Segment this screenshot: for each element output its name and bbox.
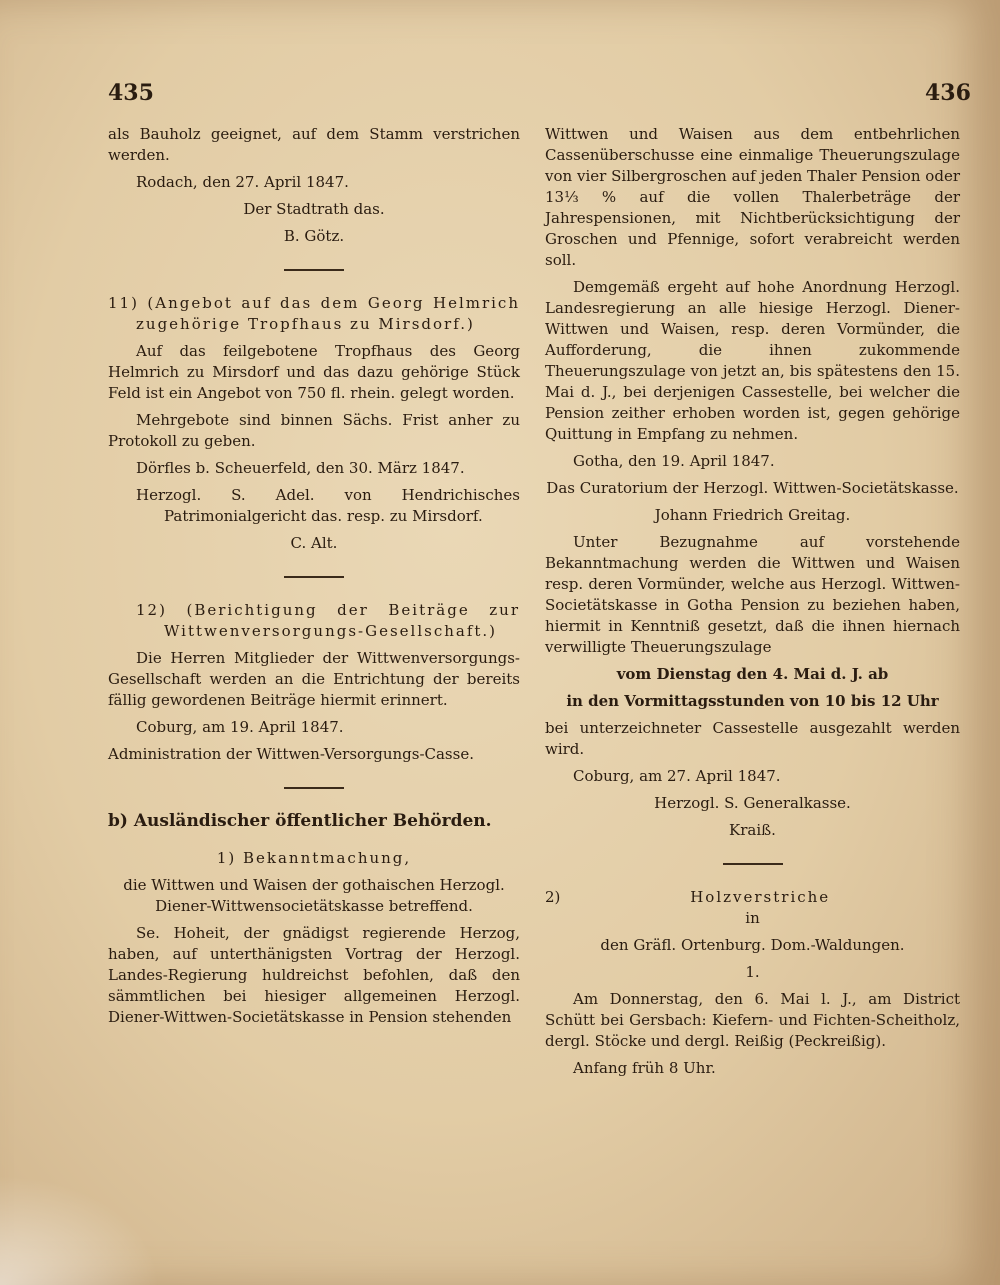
section-2-in: in xyxy=(745,909,760,927)
date-line: Coburg, am 19. April 1847. xyxy=(136,718,344,736)
divider xyxy=(723,863,783,865)
signature-body: Administration der Wittwen-Versorgungs-Casse. xyxy=(108,745,474,763)
signature-name: C. Alt. xyxy=(290,534,338,552)
section-2-header xyxy=(545,887,960,908)
paragraph: Se. Hoheit, der gnädigst regierende Herzog, haben, auf unterthänigsten Vortrag der Herzogl. Landes-Regierung huldreichst befohlen, daß den sämmtlichen bei hiesiger allgemeinen Herzogl. Diener-Wittwen-Societätskasse in Pension stehenden xyxy=(108,924,520,1026)
date-line: Dörfles b. Scheuerfeld, den 30. März 1847. xyxy=(136,459,465,477)
section-b1-title: 1) Bekanntmachung, xyxy=(216,849,412,867)
section-2-subnumber: 1. xyxy=(745,963,760,981)
section-12-title: 12) (Berichtigung der Beiträge zur Wittwenversorgungs-Gesellschaft.) xyxy=(136,601,520,640)
section-11-title: 11) (Angebot auf das dem Georg Helmrich zugehörige Tropfhaus zu Mirsdorf.) xyxy=(108,294,520,333)
signature-body: Herzogl. S. Adel. von Hendrichisches Patrimonialgericht das. resp. zu Mirsdorf. xyxy=(136,486,520,525)
date-line: Coburg, am 27. April 1847. xyxy=(573,767,781,785)
paragraph: als Bauholz geeignet, auf dem Stamm verstrichen werden. xyxy=(108,125,520,164)
date-line: Rodach, den 27. April 1847. xyxy=(136,173,349,191)
paragraph: Die Herren Mitglieder der Wittwenversorgungs-Gesellschaft werden an die Entrichtung der bereits fällig gewordenen Beiträge hiermit erinnert. xyxy=(108,649,520,709)
page-number-right: 436 xyxy=(925,80,971,106)
divider xyxy=(284,576,344,578)
date-line: Gotha, den 19. April 1847. xyxy=(573,452,775,470)
section-b-heading: b) Ausländischer öffentlicher Behörden. xyxy=(108,811,492,831)
right-column xyxy=(545,124,960,1085)
signature-name: Johann Friedrich Greitag. xyxy=(654,506,851,524)
section-2-place: den Gräfl. Ortenburg. Dom.-Waldungen. xyxy=(600,936,905,954)
paragraph: Unter Bezugnahme auf vorstehende Bekanntmachung werden die Wittwen und Waisen resp. deren Vormünder, welche aus Herzogl. Wittwen-Societätskasse in Gotha Pension zu beziehen haben, hiermit in Kenntniß gesetzt, daß die ihnen hiernach verwilligte Theuerungszulage xyxy=(545,533,960,656)
signature-name: B. Götz. xyxy=(283,227,345,245)
left-column xyxy=(108,124,520,1034)
section-2-number: 2) xyxy=(545,888,561,906)
signature-body: Der Stadtrath das. xyxy=(243,200,385,218)
signature-body: Herzogl. S. Generalkasse. xyxy=(654,794,851,812)
section-b1-subtitle: die Wittwen und Waisen der gothaischen Herzogl. Diener-Wittwensocietätskasse betreffend. xyxy=(123,876,505,915)
paragraph: Am Donnerstag, den 6. Mai l. J., am District Schütt bei Gersbach: Kiefern- und Fichten-Scheitholz, dergl. Stöcke und dergl. Reißig (Peckreißig). xyxy=(545,990,960,1050)
signature-body: Das Curatorium der Herzogl. Wittwen-Societätskasse. xyxy=(546,479,959,497)
paragraph: bei unterzeichneter Cassestelle ausgezahlt werden wird. xyxy=(545,719,960,758)
paragraph: Auf das feilgebotene Tropfhaus des Georg Helmrich zu Mirsdorf und das dazu gehörige Stück Feld ist ein Angebot von 750 fl. rhein. gelegt worden. xyxy=(108,342,520,402)
paragraph: Mehrgebote sind binnen Sächs. Frist anher zu Protokoll zu geben. xyxy=(108,411,520,450)
paragraph: Demgemäß ergeht auf hohe Anordnung Herzogl. Landesregierung an alle hiesige Herzogl. Diener-Wittwen und Waisen, resp. deren Vormünder, die Aufforderung, die ihnen zukommende Theuerungszulage von jetzt an, bis spätestens den 15. Mai d. J., bei derjenigen Cassestelle, bei welcher die Pension zeither erhoben worden ist, gegen gehörige Quittung in Empfang zu nehmen. xyxy=(545,278,960,443)
page-shadow xyxy=(0,1175,160,1285)
divider xyxy=(284,787,344,789)
hours-line: in den Vormittagsstunden von 10 bis 12 Uhr xyxy=(566,692,939,710)
divider xyxy=(284,269,344,271)
paragraph: Anfang früh 8 Uhr. xyxy=(573,1059,716,1077)
signature-name: Kraiß. xyxy=(729,821,776,839)
paragraph: Wittwen und Waisen aus dem entbehrlichen Cassenüberschusse eine einmalige Theuerungszulage von vier Silbergroschen auf jeden Thaler Pension oder 13⅓ % auf die vollen Thalerbeträge der Jahrespensionen, mit Nichtberücksichtigung der Groschen und Pfennige, sofort verabreicht werden soll. xyxy=(545,125,960,269)
date-range-line: vom Dienstag den 4. Mai d. J. ab xyxy=(616,665,889,683)
section-2-title: Holzverstriche xyxy=(690,888,831,906)
page-number-left: 435 xyxy=(108,80,154,106)
